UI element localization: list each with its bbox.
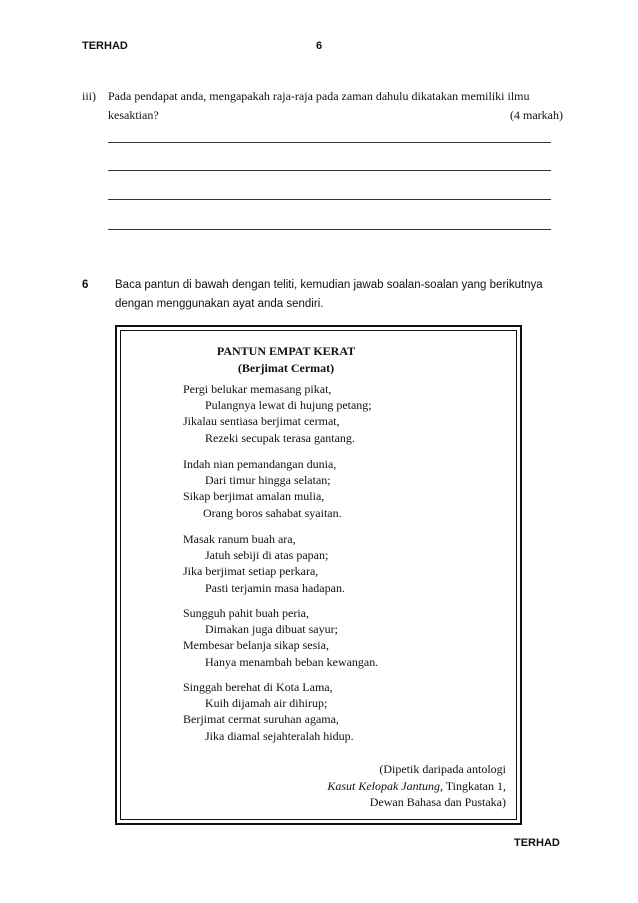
poem-line: Kuih dijamah air dihirup; <box>205 696 328 711</box>
citation-line3: Dewan Bahasa dan Pustaka) <box>369 795 506 809</box>
poem-line: Singgah berehat di Kota Lama, <box>183 680 333 694</box>
question-iii-text <box>108 87 563 125</box>
poem-line: Membesar belanja sikap sesia, <box>183 638 329 653</box>
citation-level: Tingkatan 1, <box>442 778 506 793</box>
answer-line[interactable] <box>108 229 551 230</box>
poem-line: Dimakan juga dibuat sayur; <box>205 622 338 637</box>
poem-line: Hanya menambah beban kewangan. <box>205 654 379 669</box>
poem-stanza-1 <box>183 381 372 446</box>
footer-label: TERHAD <box>514 837 560 849</box>
poem-line: Jika berjimat setiap perkara, <box>183 564 319 579</box>
poem-line: Pulangnya lewat di hujung petang; <box>205 398 372 413</box>
poem-line: Pergi belukar memasang pikat, <box>183 382 332 396</box>
poem-line: Jika diamal sejahteralah hidup. <box>205 728 354 743</box>
question-6-line1: Baca pantun di bawah dengan teliti, kemudian jawab soalan-soalan yang berikutnya <box>115 279 543 291</box>
poem-line: Pasti terjamin masa hadapan. <box>205 580 345 595</box>
poem-line: Dari timur hingga selatan; <box>205 473 331 488</box>
poem-title: PANTUN EMPAT KERAT <box>216 344 356 358</box>
question-iii-number: iii) <box>82 89 96 103</box>
answer-line[interactable] <box>108 142 551 143</box>
poem-line: Rezeki secupak terasa gantang. <box>205 430 355 445</box>
poem-line: Orang boros sahabat syaitan. <box>203 505 342 520</box>
question-6-number: 6 <box>82 279 89 291</box>
question-iii-line2-row <box>108 106 563 125</box>
header-label: TERHAD <box>82 40 128 52</box>
citation-line2 <box>240 778 506 795</box>
poem-stanza-5 <box>183 679 354 744</box>
poem-line: Sungguh pahit buah peria, <box>183 606 309 620</box>
citation-line1: (Dipetik daripada antologi <box>379 762 506 776</box>
poem-citation <box>240 761 506 811</box>
question-6-text <box>115 276 575 314</box>
poem-line: Berjimat cermat suruhan agama, <box>183 712 339 727</box>
poem-line: Jatuh sebiji di atas papan; <box>205 548 329 563</box>
question-iii-line2: kesaktian? <box>108 108 159 122</box>
poem-stanza-3 <box>183 531 345 596</box>
answer-line[interactable] <box>108 170 551 171</box>
poem-line: Indah nian pemandangan dunia, <box>183 457 337 471</box>
poem-stanza-2 <box>183 456 342 521</box>
poem-subtitle: (Berjimat Cermat) <box>237 361 335 375</box>
poem-line: Jikalau sentiasa berjimat cermat, <box>183 414 340 429</box>
poem-line: Masak ranum buah ara, <box>183 532 296 546</box>
poem-stanza-4 <box>183 605 378 670</box>
page-number: 6 <box>316 40 323 52</box>
poem-line: Sikap berjimat amalan mulia, <box>183 489 325 504</box>
question-iii-marks: (4 markah) <box>510 108 563 122</box>
answer-line[interactable] <box>108 199 551 200</box>
question-iii-line1: Pada pendapat anda, mengapakah raja-raja pada zaman dahulu dikatakan memiliki ilmu <box>108 89 530 103</box>
citation-book-title: Kasut Kelopak Jantung, <box>327 778 443 793</box>
question-6-line2: dengan menggunakan ayat anda sendiri. <box>115 298 324 310</box>
